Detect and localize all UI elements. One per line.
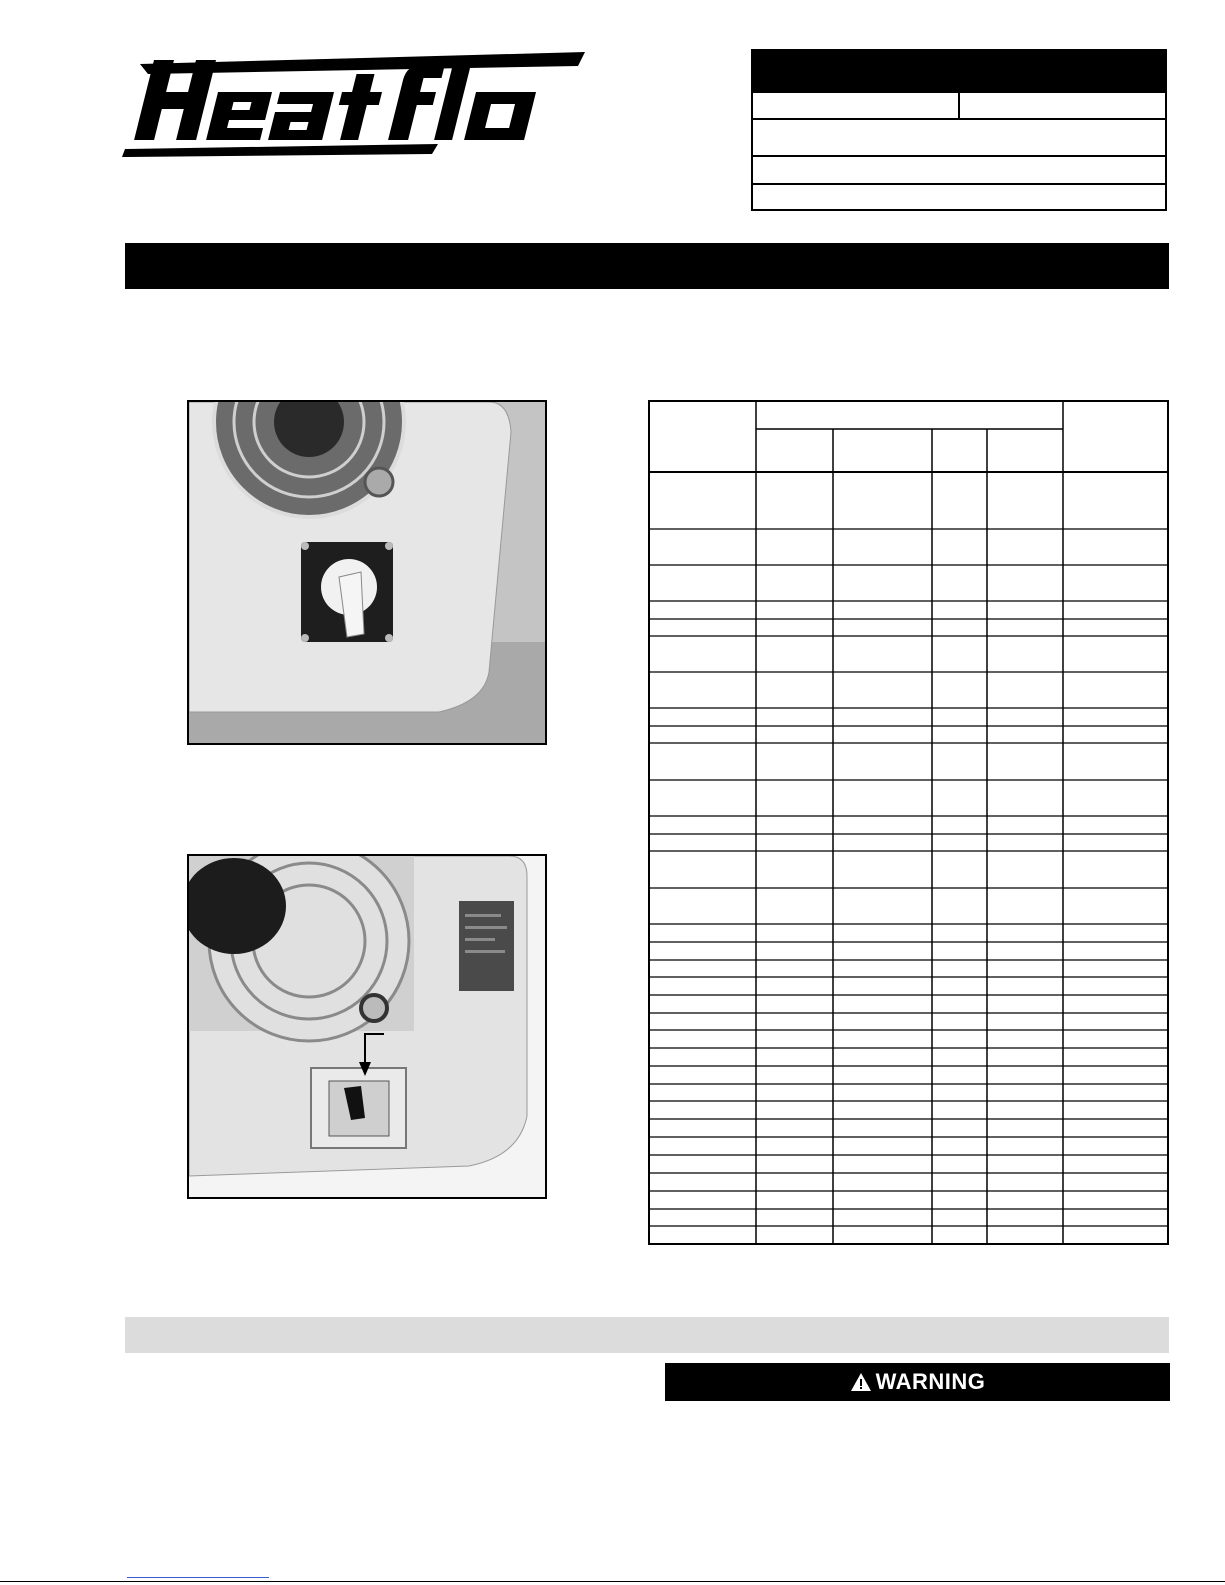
link-underline[interactable] — [127, 1577, 269, 1578]
info-box-divider — [958, 93, 960, 118]
logo-graphic — [120, 44, 590, 159]
info-box-row-2 — [753, 118, 1165, 155]
warning-triangle-icon — [850, 1372, 872, 1392]
spec-table — [648, 400, 1169, 1250]
warning-banner — [666, 1364, 1169, 1400]
footer-rule — [0, 1581, 1225, 1582]
photo-1-illustration — [189, 402, 545, 743]
warning-label: WARNING — [875, 1369, 986, 1394]
info-box-row-1 — [753, 91, 1165, 118]
spec-table-grid — [648, 400, 1169, 1250]
table-border — [649, 401, 1168, 1244]
title-bar — [125, 243, 1169, 289]
photo-2-illustration — [189, 856, 545, 1197]
info-box-row-4 — [753, 183, 1165, 211]
info-box-header — [753, 51, 1165, 91]
heatflo-logo — [120, 44, 590, 159]
photo-rotary-disconnect — [187, 400, 547, 745]
section-bar — [125, 1317, 1169, 1353]
document-info-box — [751, 49, 1167, 211]
info-box-row-3 — [753, 155, 1165, 183]
photo-toggle-disconnect — [187, 854, 547, 1199]
